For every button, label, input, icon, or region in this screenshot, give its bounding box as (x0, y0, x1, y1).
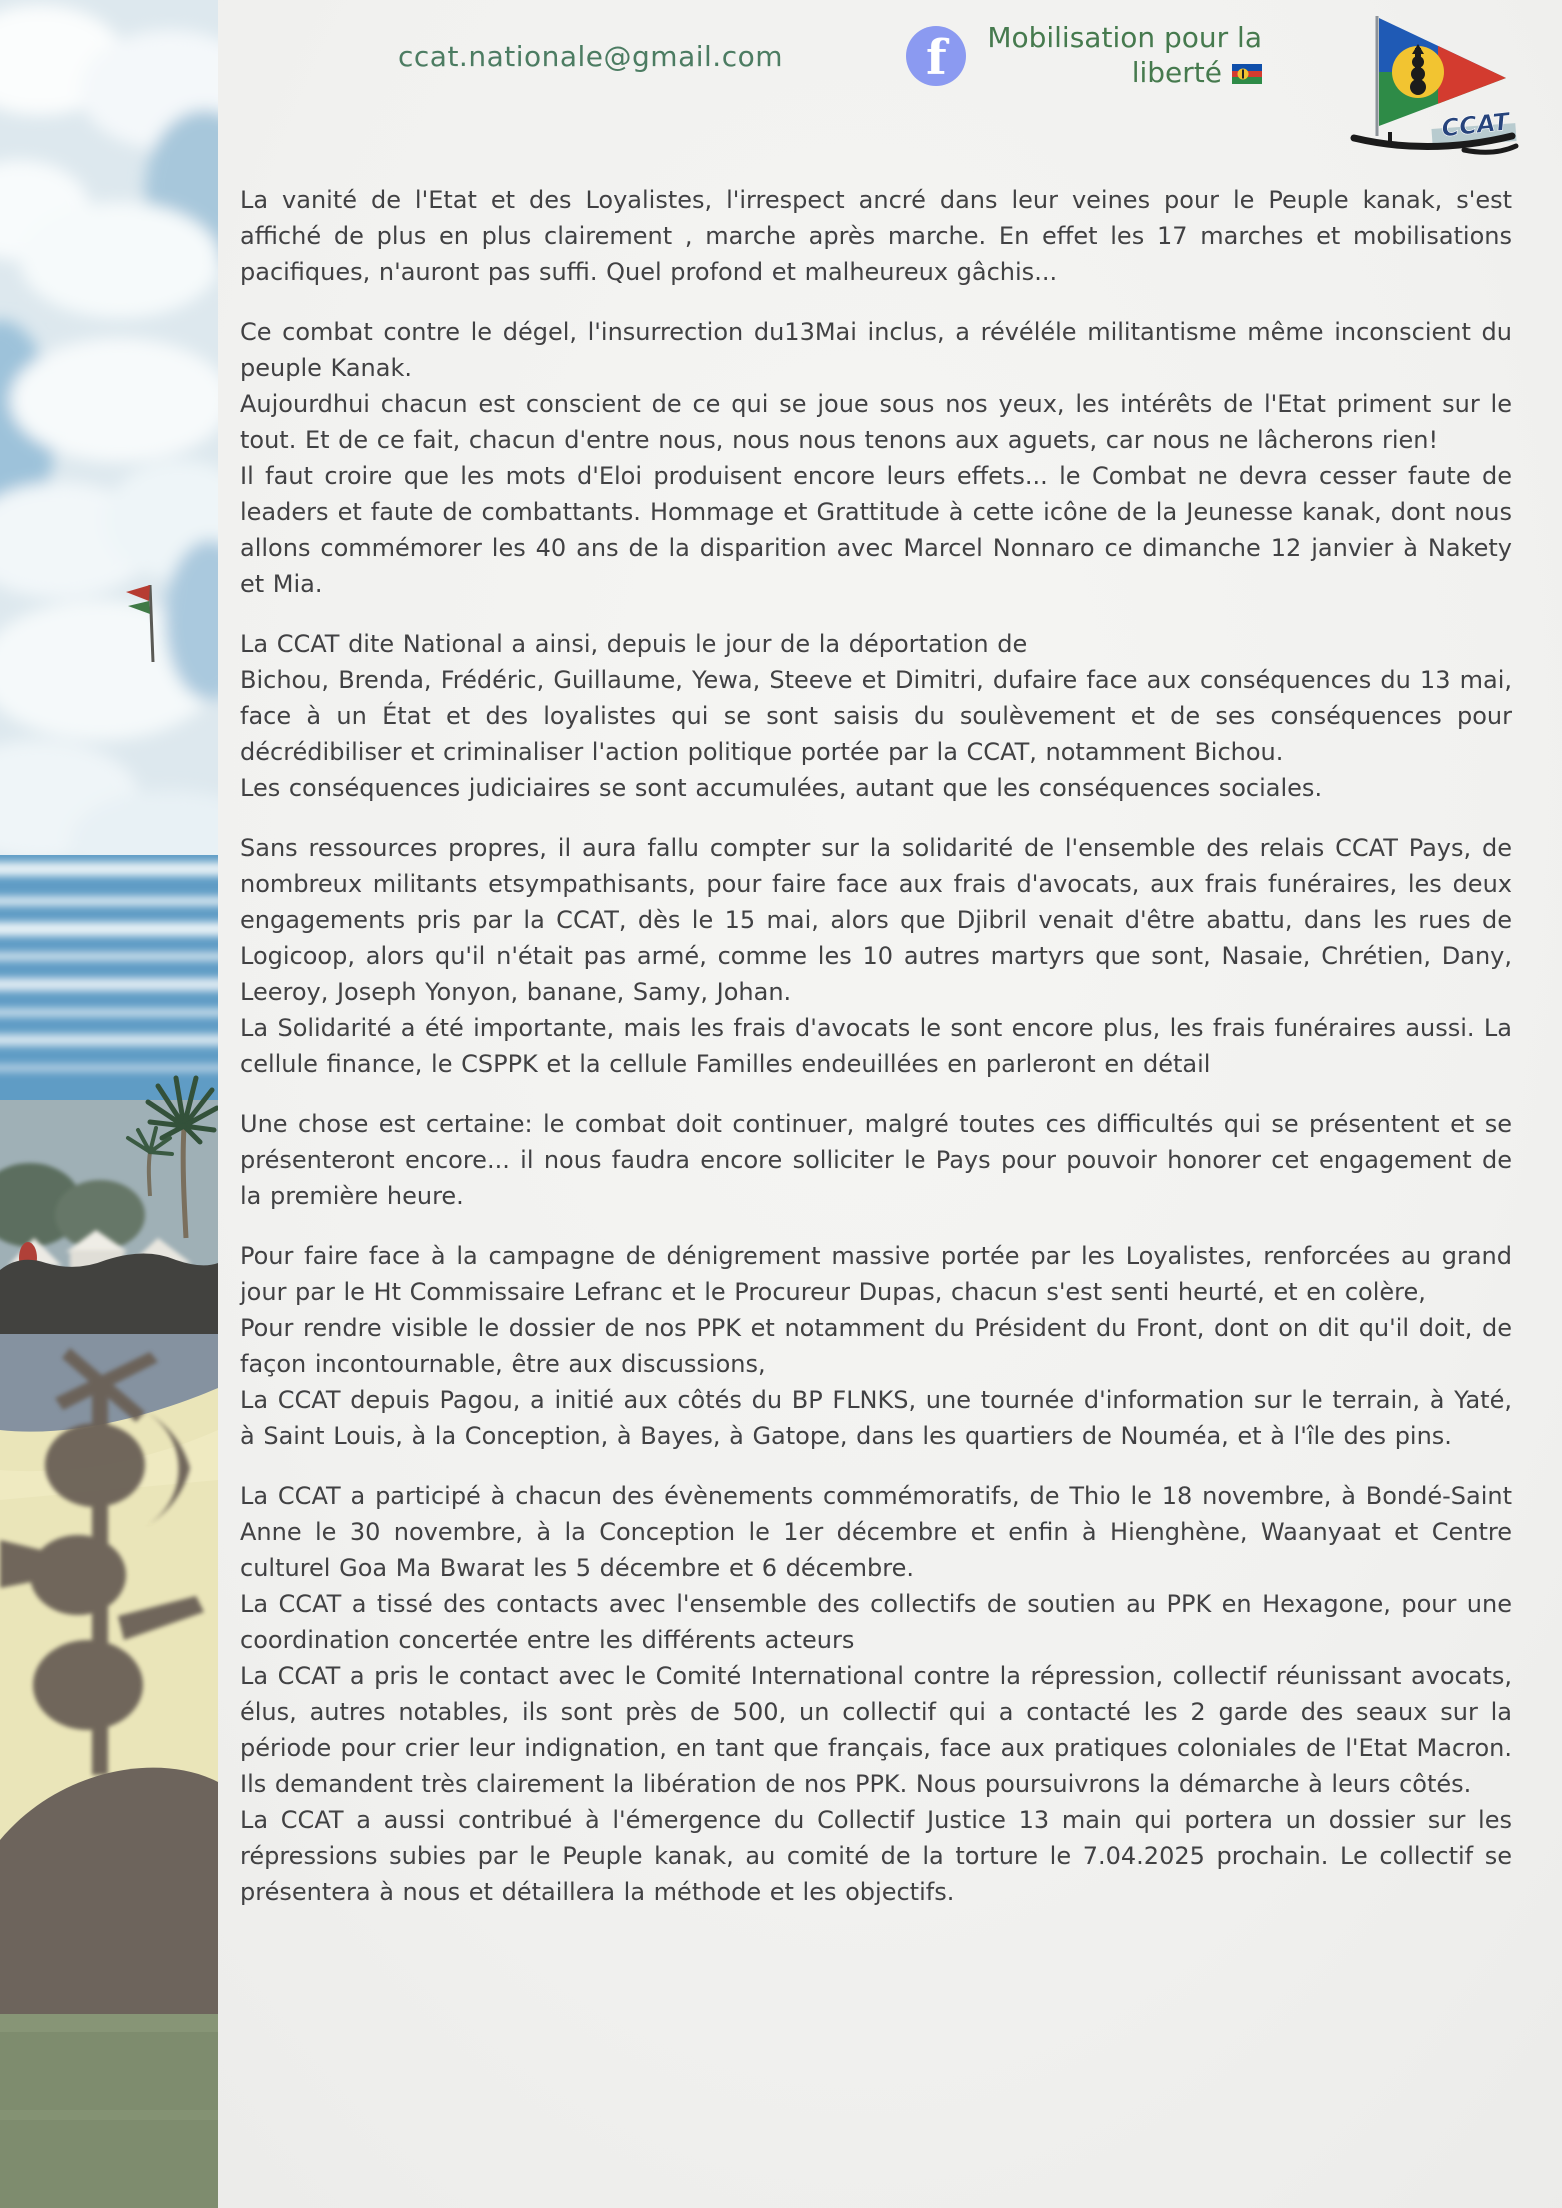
logo-wordmark: CCAT (1440, 107, 1511, 143)
kanak-pirogue-logo (1346, 6, 1522, 174)
letter-body (240, 182, 1512, 1934)
beach-rally-photo (0, 0, 218, 2208)
streaky-sky (0, 855, 218, 1105)
text-line: Pour rendre visible le dossier de nos PPK et notamment du Président du Front, dont on dit qu'il doit, de façon incontournable, être aux discussions, (240, 1314, 1512, 1378)
beach-scene (0, 1078, 218, 1340)
text-line: La CCAT depuis Pagou, a initié aux côtés du BP FLNKS, une tournée d'information sur le terrain, à Yaté, à Saint Louis, à la Conception, à Bayes, à Gatope, dans les quartiers de Nouméa, et à l'île des pins. (240, 1386, 1512, 1450)
text-line: Aujourdhui chacun est conscient de ce qui se joue sous nos yeux, les intérêts de l'Etat priment sur le tout. Et de ce fait, chacun d'entre nous, nous nous tenons aux aguets, car nous ne lâcherons rien! (240, 390, 1512, 454)
text-line: Pour faire face à la campagne de dénigrement massive portée par les Loyalistes, renforcées au grand jour par le Ht Commissaire Lefranc et le Procureur Dupas, chacun s'est senti heurté, et en colère, (240, 1242, 1512, 1306)
text-line: La CCAT a aussi contribué à l'émergence du Collectif Justice 13 main qui portera un dossier sur les répressions subies par le Peuple kanak, au comité de la torture le 7.04.2025 prochain. Le collectif se présentera à nous et détaillera la méthode et les objectifs. (240, 1806, 1512, 1906)
text-line: La CCAT dite National a ainsi, depuis le jour de la déportation de (240, 630, 1028, 658)
email-text: ccat.nationale@gmail.com (398, 40, 783, 73)
facebook-page-title-line1: Mobilisation pour la (987, 21, 1262, 54)
text-line: La CCAT a pris le contact avec le Comité International contre la répression, collectif réunissant avocats, élus, autres notables, ils sont près de 500, un collectif qui a contacté les 2 garde des seaux sur la période pour crier leur indignation, en tant que français, face aux pratiques coloniales de l'Etat Macron. Ils demandent très clairement la libération de nos PPK. Nous poursuivrons la démarche à leurs côtés. (240, 1662, 1512, 1798)
text-line: La CCAT a participé à chacun des évènements commémoratifs, de Thio le 18 novembre, à Bondé-Saint Anne le 30 novembre, à la Conception le 1er décembre et enfin à Hienghène, Waanyaat et Centre culturel Goa Ma Bwarat les 5 décembre et 6 décembre. (240, 1482, 1512, 1582)
text-line: La vanité de l'Etat et des Loyalistes, l'irrespect ancré dans leur veines pour le Peuple kanak, s'est affiché de plus en plus clairement , marche après marche. En effet les 17 marches et mobilisations pacifiques, n'auront pas suffi. Quel profond et malheureux gâchis... (240, 186, 1512, 286)
text-line: Bichou, Brenda, Frédéric, Guillaume, Yewa, Steeve et Dimitri, dufaire face aux conséquences du 13 mai, face à un État et des loyalistes qui se sont saisis du soulèvement et de ses conséquences pour décrédibiliser et criminaliser l'action politique portée par la CCAT, notamment Bichou. (240, 666, 1512, 766)
text-line: Les conséquences judiciaires se sont accumulées, autant que les conséquences sociales. (240, 774, 1323, 802)
text-line: Sans ressources propres, il aura fallu compter sur la solidarité de l'ensemble des relais CCAT Pays, de nombreux militants etsympathisants, pour faire face aux frais d'avocats, aux frais funéraires, les deux engagements pris par la CCAT, dès le 15 mai, alors que Djibril venait d'être abattu, dans les rues de Logicoop, alors qu'il n'était pas armé, comme les 10 autres martyrs que sont, Nasaie, Chrétien, Dany, Leeroy, Joseph Yonyon, banane, Samy, Johan. (240, 834, 1512, 1006)
facebook-page-title-line2: liberté (1131, 56, 1222, 89)
text-line: Une chose est certaine: le combat doit continuer, malgré toutes ces difficultés qui se présentent et se présenteront encore... il nous faudra encore solliciter le Pays pour pouvoir honorer cet engagement de la première heure. (240, 1110, 1512, 1210)
text-line: La Solidarité a été importante, mais les frais d'avocats le sont encore plus, les frais funéraires aussi. La cellule finance, le CSPPK et la cellule Familles endeuillées en parleront en détail (240, 1014, 1512, 1078)
text-line: La CCAT a tissé des contacts avec l'ensemble des collectifs de soutien au PPK en Hexagone, pour une coordination concertée entre les différents acteurs (240, 1590, 1512, 1654)
text-line: Ce combat contre le dégel, l'insurrection du13Mai inclus, a révéléle militantisme même inconscient du peuple Kanak. (240, 318, 1512, 382)
sky-clouds (0, 0, 218, 900)
grass (0, 2014, 218, 2208)
text-line: Il faut croire que les mots d'Eloi produisent encore leurs effets... le Combat ne devra cesser faute de leaders et faute de combattants. Hommage et Grattitude à cette icône de la Jeunesse kanak, dont nous allons commémorer les 40 ans de la disparition avec Marcel Nonnaro ce dimanche 12 janvier à Nakety et Mia. (240, 462, 1512, 598)
beach-rally-photo-art (0, 0, 218, 2208)
facebook-icon: f (906, 26, 966, 86)
facebook-page-title (958, 20, 1262, 90)
kanaky-flag-icon (1232, 64, 1262, 84)
